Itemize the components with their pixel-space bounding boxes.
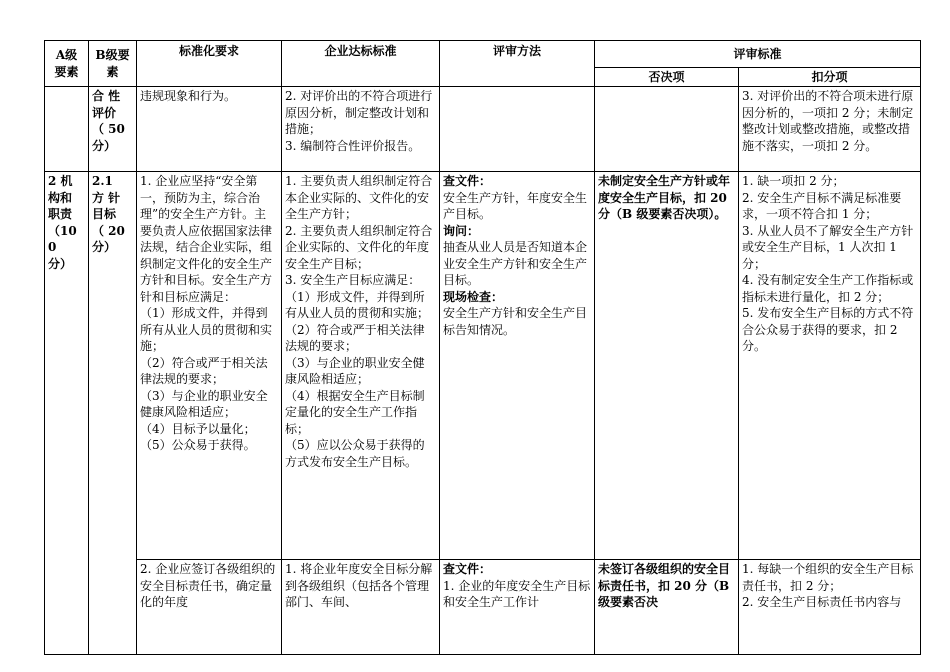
cell-b-level: 2.1 方 针 目标 （ 20 分） bbox=[89, 172, 137, 655]
header-review-method: 评审方法 bbox=[440, 41, 595, 87]
table-row bbox=[45, 560, 921, 655]
header-enterprise-standard: 企业达标标准 bbox=[282, 41, 440, 87]
standard-table-page bbox=[44, 40, 920, 655]
method-label-check-docs: 查文件： bbox=[443, 174, 492, 188]
header-standard-requirement: 标准化要求 bbox=[137, 41, 282, 87]
header-row bbox=[45, 41, 921, 68]
cell-veto-item: 未签订各级组织的安全目标责任书，扣 20 分（B 级要素否决 bbox=[595, 560, 739, 655]
header-a-level: A级 要素 bbox=[45, 41, 89, 87]
cell-a-level bbox=[45, 87, 89, 172]
cell-review-method bbox=[440, 87, 595, 172]
method-text: 抽查从业人员是否知道本企业安全生产方针和安全生产目标。 bbox=[443, 240, 588, 287]
cell-veto-item: 未制定安全生产方针或年度安全生产目标，扣 20 分（B 级要素否决项）。 bbox=[595, 172, 739, 560]
header-veto-item: 否决项 bbox=[595, 68, 739, 87]
method-text: 安全生产方针，年度安全生产目标。 bbox=[443, 190, 588, 221]
cell-standard-requirement: 1. 企业应坚持“安全第一，预防为主，综合治理”的安全生产方针。主要负责人应依据国家法律法规，结合企业实际，组织制定文件化的安全生产方针和目标。安全生产方针和目标应满足： （1）形成文件，并得到所有从业人员的贯彻和实施； （2）符合或严于相关法律法规的要求； （3）与企业的职业安全健康风险相适应； （4）目标予以量化； （5）公众易于获得。 bbox=[137, 172, 282, 560]
table-row bbox=[45, 87, 921, 172]
cell-review-method bbox=[440, 172, 595, 560]
cell-enterprise-standard: 1. 主要负责人组织制定符合本企业实际的、文件化的安全生产方针； 2. 主要负责人组织制定符合企业实际的、文件化的年度安全生产目标； 3. 安全生产目标应满足： （1）形成文件，并得到所有从业人员的贯彻和实施； （2）符合或严于相关法律法规的要求； （3）与企业的职业安全健康风险相适应； （4）根据安全生产目标制定量化的安全生产工作指标； （5）应以公众易于获得的方式发布安全生产目标。 bbox=[282, 172, 440, 560]
cell-veto-item bbox=[595, 87, 739, 172]
header-deduction-item: 扣分项 bbox=[739, 68, 921, 87]
evaluation-standard-table bbox=[44, 40, 921, 655]
header-b-level: B级要 素 bbox=[89, 41, 137, 87]
cell-a-level: 2 机 构和 职责 （100 分） bbox=[45, 172, 89, 655]
table-row bbox=[45, 172, 921, 560]
cell-enterprise-standard: 2. 对评价出的不符合项进行原因分析，制定整改计划和措施； 3. 编制符合性评价报告。 bbox=[282, 87, 440, 172]
cell-deduction-item: 1. 每缺一个组织的安全生产目标责任书，扣 2 分； 2. 安全生产目标责任书内容与 bbox=[739, 560, 921, 655]
method-label-site-inspection: 现场检查： bbox=[443, 289, 504, 304]
cell-deduction-item: 3. 对评价出的不符合项未进行原因分析的，一项扣 2 分；未制定整改计划或整改措施，或整改措施不落实，一项扣 2 分。 bbox=[739, 87, 921, 172]
cell-b-level: 合 性 评价 （ 50 分） bbox=[89, 87, 137, 172]
method-label-check-docs: 查文件： bbox=[443, 562, 492, 576]
method-label-inquiry: 询问： bbox=[443, 223, 480, 238]
cell-deduction-item: 1. 缺一项扣 2 分； 2. 安全生产目标不满足标准要求，一项不符合扣 1 分； 3. 从业人员不了解安全生产方针或安全生产目标，1 人次扣 1 分； 4. 没有制定安全生产工作指标或指标未进行量化，扣 2 分； 5. 发布安全生产目标的方式不符合公众易于获得的要求，扣 2 分。 bbox=[739, 172, 921, 560]
cell-standard-requirement: 2. 企业应签订各级组织的安全目标责任书，确定量化的年度 bbox=[137, 560, 282, 655]
cell-review-method bbox=[440, 560, 595, 655]
cell-standard-requirement: 违规现象和行为。 bbox=[137, 87, 282, 172]
cell-enterprise-standard: 1. 将企业年度安全目标分解到各级组织（包括各个管理部门、车间、 bbox=[282, 560, 440, 655]
header-review-criteria: 评审标准 bbox=[595, 41, 921, 68]
method-text: 1. 企业的年度安全生产目标和安全生产工作计 bbox=[443, 578, 591, 609]
method-text: 安全生产方针和安全生产目标告知情况。 bbox=[443, 306, 588, 337]
